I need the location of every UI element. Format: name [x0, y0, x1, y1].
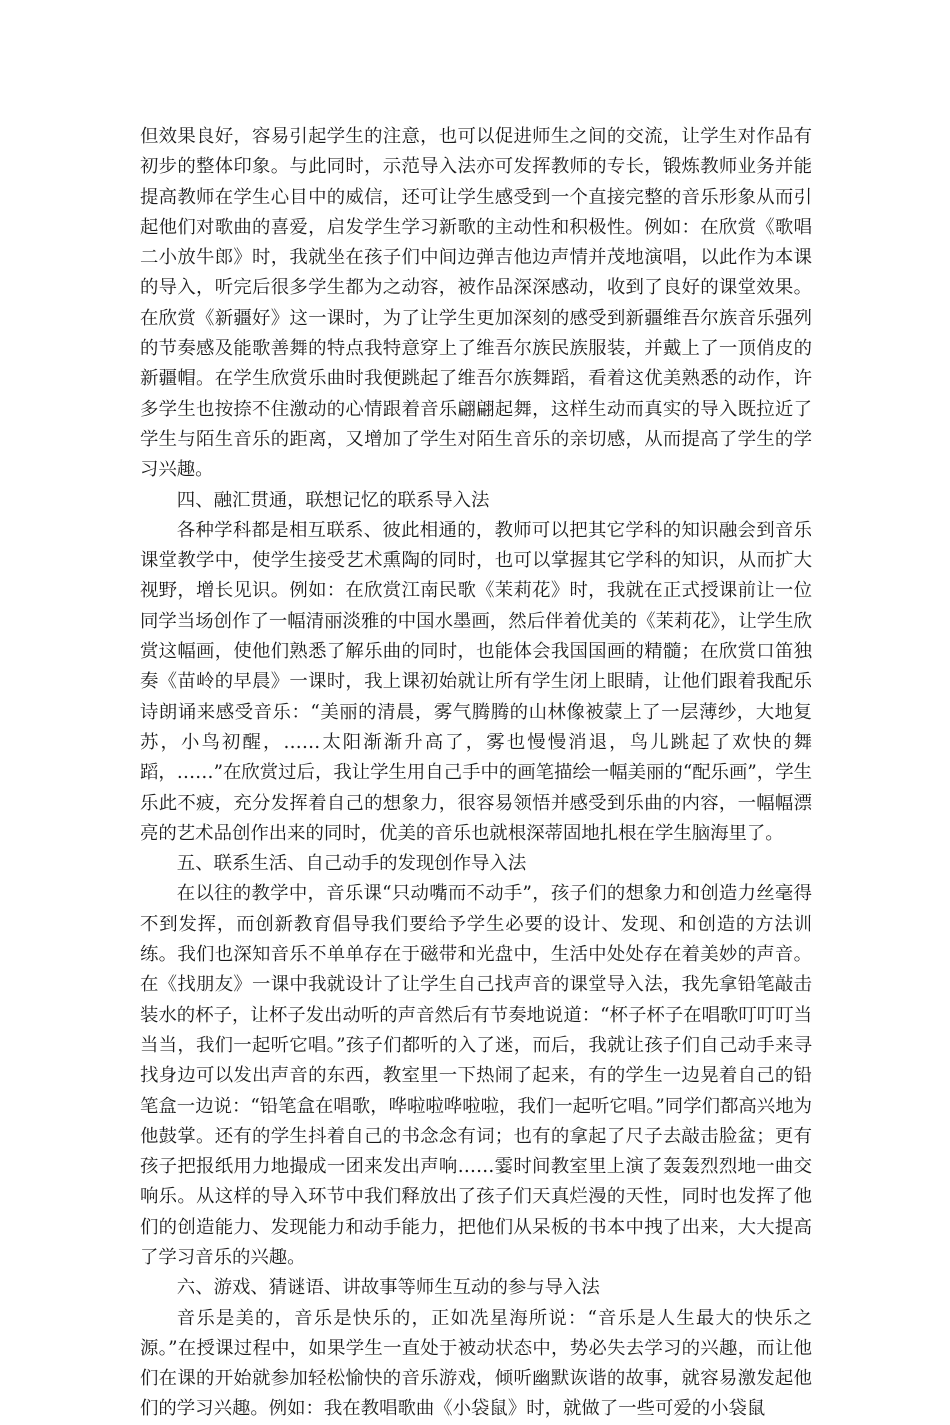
- paragraph-association-method: 各种学科都是相互联系、彼此相通的，教师可以把其它学科的知识融会到音乐课堂教学中，使学生接受艺术熏陶的同时，也可以掌握其它学科的知识，从而扩大视野，增长见识。例如：在欣赏江南民歌《茉莉花》时，我就在正式授课前让一位同学当场创作了一幅清丽淡雅的中国水墨画，然后伴着优美的《茉莉花》，让学生欣赏这幅画，使他们熟悉了解乐曲的同时，也能体会我国国画的精髓；在欣赏口笛独奏《苗岭的早晨》一课时，我上课初始就让所有学生闭上眼睛，让他们跟着我配乐诗朗诵来感受音乐：“美丽的清晨，雾气腾腾的山林像被蒙上了一层薄纱，大地复苏，小鸟初醒，……太阳渐渐升高了，雾也慢慢消退，鸟儿跳起了欢快的舞蹈，……”在欣赏过后，我让学生用自己手中的画笔描绘一幅美丽的“配乐画”，学生乐此不疲，充分发挥着自己的想象力，很容易领悟并感受到乐曲的内容，一幅幅漂亮的艺术品创作出来的同时，优美的音乐也就根深蒂固地扎根在学生脑海里了。: [140, 519, 812, 844]
- paragraph-discovery-method: 在以往的教学中，音乐课“只动嘴而不动手”，孩子们的想象力和创造力丝毫得不到发挥，而创新教育倡导我们要给予学生必要的设计、发现、和创造的方法训练。我们也深知音乐不单单存在于磁带和光盘中，生活中处处存在着美妙的声音。在《找朋友》一课中我就设计了让学生自己找声音的课堂导入法，我先拿铅笔敲击装水的杯子，让杯子发出动听的声音然后有节奏地说道：“杯子杯子在唱歌叮叮叮当当当，我们一起听它唱。”孩子们都听的入了迷，而后，我就让孩子们自己动手来寻找身边可以发出声音的东西，教室里一下热闹了起来，有的学生一边晃着自己的铅笔盒一边说：“铅笔盒在唱歌，哗啦啦哗啦啦，我们一起听它唱。”同学们都高兴地为他鼓掌。还有的学生抖着自己的书念念有词；也有的拿起了尺子去敲击脸盆；更有孩子把报纸用力地撮成一团来发出声响……霎时间教室里上演了轰轰烈烈地一曲交响乐。从这样的导入环节中我们释放出了孩子们天真烂漫的天性，同时也发挥了他们的创造能力、发现能力和动手能力，把他们从呆板的书本中拽了出来，大大提高了学习音乐的兴趣。: [140, 883, 812, 1268]
- document-body: [140, 122, 812, 1425]
- section-heading-5: 五、联系生活、自己动手的发现创作导入法: [176, 853, 527, 875]
- paragraph-demonstration-continued: 但效果良好，容易引起学生的注意，也可以促进师生之间的交流，让学生对作品有初步的整体印象。与此同时，示范导入法亦可发挥教师的专长，锻炼教师业务并能提高教师在学生心目中的威信，还可让学生感受到一个直接完整的音乐形象从而引起他们对歌曲的喜爱，启发学生学习新歌的主动性和积极性。例如：在欣赏《歌唱二小放牛郎》时，我就坐在孩子们中间边弹吉他边声情并茂地演唱，以此作为本课的导入，听完后很多学生都为之动容，被作品深深感动，收到了良好的课堂效果。在欣赏《新疆好》这一课时，为了让学生更加深刻的感受到新疆维吾尔族音乐强列的节奏感及能歌善舞的特点我特意穿上了维吾尔族民族服装，并戴上了一顶俏皮的新疆帽。在学生欣赏乐曲时我便跳起了维吾尔族舞蹈，看着这优美熟悉的动作，许多学生也按捺不住激动的心情跟着音乐翩翩起舞，这样生动而真实的导入既拉近了学生与陌生音乐的距离，又增加了学生对陌生音乐的亲切感，从而提高了学生的学习兴趣。: [140, 126, 812, 481]
- section-heading-6: 六、游戏、猜谜语、讲故事等师生互动的参与导入法: [176, 1277, 600, 1299]
- section-heading-4: 四、融汇贯通，联想记忆的联系导入法: [176, 489, 490, 511]
- paragraph-participation-method: 音乐是美的，音乐是快乐的，正如冼星海所说：“音乐是人生最大的快乐之源。”在授课过程中，如果学生一直处于被动状态中，势必失去学习的兴趣，而让他们在课的开始就参加轻松愉快的音乐游戏，倾听幽默诙谐的故事，就容易激发起他们的学习兴趣。例如：我在教唱歌曲《小袋鼠》时，就做了一些可爱的小袋鼠: [140, 1307, 812, 1420]
